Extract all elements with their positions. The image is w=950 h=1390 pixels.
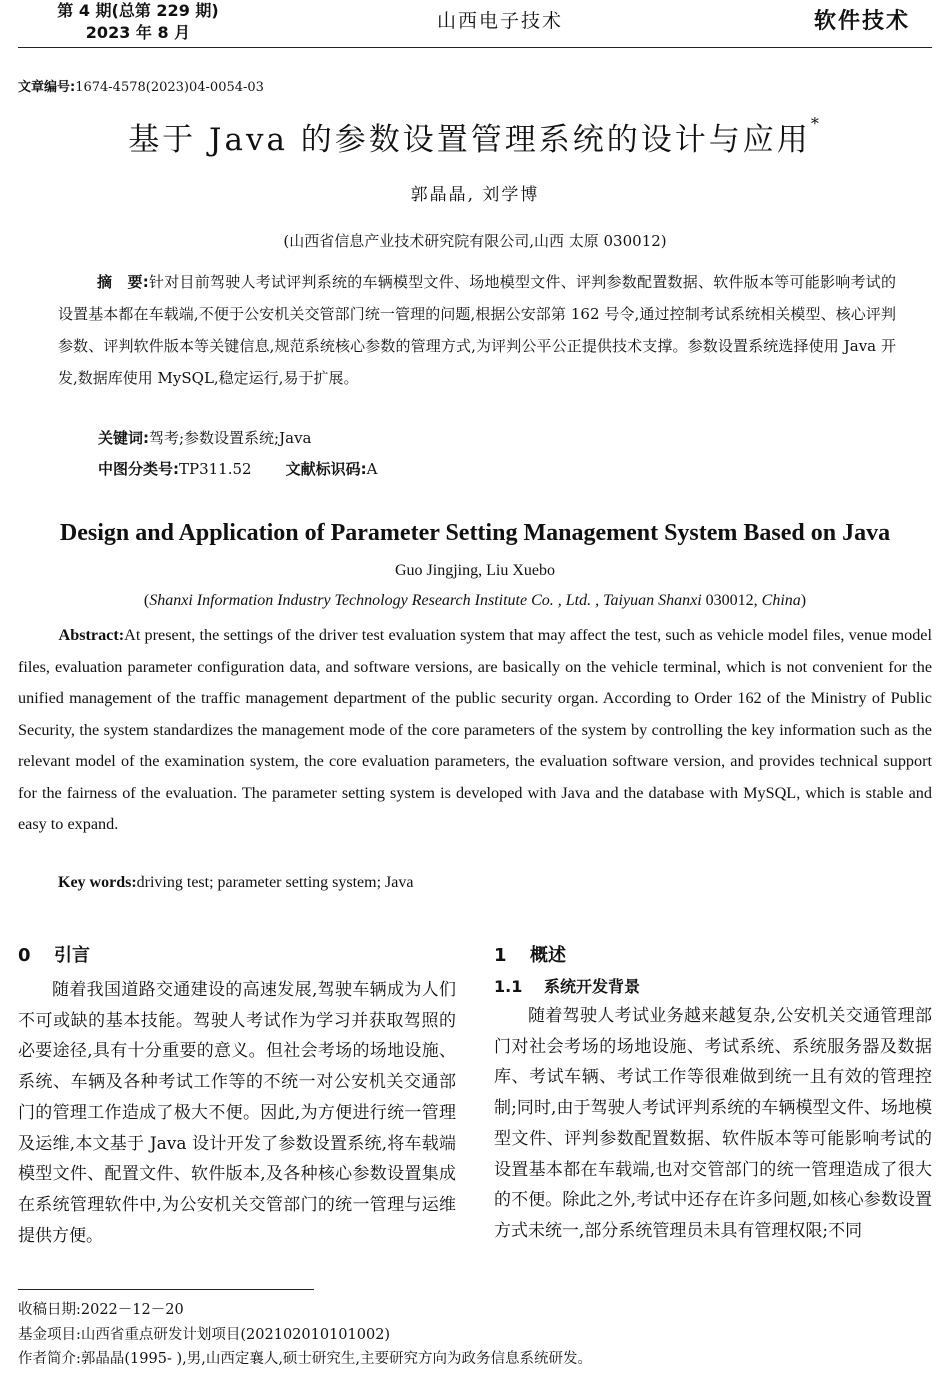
issue-number: 第 4 期(总第 229 期) [57,1,219,20]
article-number-label: 文章编号: [18,80,76,95]
paper-title-en: Design and Application of Parameter Setting Management System Based on Java [59,520,891,546]
section-name: 软件技术 [813,9,910,34]
keywords-en-text: driving test; parameter setting system; Java [136,874,414,891]
body-column-right [494,944,932,1247]
issue-info [18,0,258,44]
keywords-cn-text: 驾考;参数设置系统;Java [149,429,312,447]
journal-name: 山西电子技术 [436,10,563,32]
affiliation-en-institute: Shanxi Information Industry Technology Research Institute Co. , Ltd. , Taiyuan Shanxi [149,592,702,609]
doc-code-label: 文献标识码: [285,460,367,478]
affiliation-en: (Shanxi Information Industry Technology Research Institute Co. , Ltd. , Taiyuan Shanxi 030012, China) [143,592,807,609]
footnote-rule [18,1289,314,1290]
keywords-en [58,874,413,892]
keywords-en-label: Key words: [58,874,137,891]
footnote-received: 收稿日期:2022－12－20 [18,1302,184,1318]
section-heading-overview: 1 概述 [494,945,566,966]
abstract-en-text: At present, the settings of the driver test evaluation system that may affect the test, such as vehicle model files, venue model files, evaluation parameter configuration data, and software versions, are basically on the vehicle terminal, which is not convenient for the unified management of the traffic management department of the public security organ. According to Order 162 of the Ministry of Public Security, the system standardizes the management mode of the core parameters of the system by controlling the key information such as the relevant model of the examination system, the core evaluation parameters, the evaluation software version, and provides technical support for the fairness of the evaluation. The parameter setting system is developed with Java and the database with MySQL, which is stable and easy to expand. [18,626,932,833]
doc-code-value: A [366,460,378,478]
abstract-cn [58,266,896,394]
affiliation-cn: (山西省信息产业技术研究院有限公司,山西 太原 030012) [283,232,667,250]
clc-label: 中图分类号: [98,460,179,478]
body-column-left [18,944,456,1251]
paper-title-cn [0,114,950,159]
section-heading-introduction: 0 引言 [18,945,90,966]
title-cn-text: 基于 Java 的参数设置管理系统的设计与应用 [128,122,811,158]
abstract-cn-label: 摘 要: [97,273,149,291]
issue-date: 2023 年 8 月 [85,23,191,42]
keywords-cn-label: 关键词: [98,429,149,447]
abstract-en-label: Abstract: [58,626,125,644]
abstract-cn-text: 针对目前驾驶人考试评判系统的车辆模型文件、场地模型文件、评判参数配置数据、软件版本等可能影响考试的设置基本都在车载端,不便于公安机关交管部门统一管理的问题,根据公安部第 162 号令,通过控制考试系统相关模型、核心评判参数、评判软件版本等关键信息,规范系统核心参数的管理方式,为评判公平公正提供技术支撑。参数设置系统选择使用 Java 开发,数据库使用 MySQL,稳定运行,易于扩展。 [58,273,896,387]
header-rule [18,47,932,48]
footnote-author-bio: 作者简介:郭晶晶(1995- ),男,山西定襄人,硕士研究生,主要研究方向为政务信息系统研发。 [18,1351,593,1367]
abstract-en [18,620,932,841]
authors-en: Guo Jingjing, Liu Xuebo [395,562,555,579]
classification-cn [98,458,377,479]
keywords-cn [98,427,311,448]
background-paragraph: 随着驾驶人考试业务越来越复杂,公安机关交通管理部门对社会考场的场地设施、考试系统、系统服务器及数据库、考试车辆、考试工作等很难做到统一且有效的管理控制;同时,由于驾驶人考试评判系统的车辆模型文件、场地模型文件、评判参数配置数据、软件版本等可能影响考试的设置基本都在车载端,也对交管部门的统一管理造成了很大的不便。除此之外,考试中还存在许多问题,如核心参数设置方式未统一,部分系统管理员未具有管理权限;不同 [494,1006,932,1241]
affiliation-en-code: 030012, [701,592,762,609]
footnotes [18,1298,592,1372]
introduction-paragraph: 随着我国道路交通建设的高速发展,驾驶车辆成为人们不可或缺的基本技能。驾驶人考试作为学习并获取驾照的必要途径,具有十分重要的意义。但社会考场的场地设施、系统、车辆及各种考试工作等的不统一对公安机关交通部门的管理工作造成了极大不便。因此,为方便进行统一管理及运维,本文基于 Java 设计开发了参数设置系统,将车载端模型文件、配置文件、软件版本,及各种核心参数设置集成在系统管理软件中,为公安机关交管部门的统一管理与运维提供方便。 [18,980,456,1246]
article-number-value: 1674-4578(2023)04-0054-03 [75,80,264,95]
footnote-fund: 基金项目:山西省重点研发计划项目(202102010101002) [18,1326,391,1343]
authors-cn: 郭晶晶, 刘学博 [410,185,540,205]
clc-value: TP311.52 [179,460,252,478]
subsection-heading-background: 1.1 系统开发背景 [494,977,641,996]
article-number [18,76,264,95]
title-footnote-mark: * [810,114,822,133]
affiliation-en-country: China [761,592,801,609]
